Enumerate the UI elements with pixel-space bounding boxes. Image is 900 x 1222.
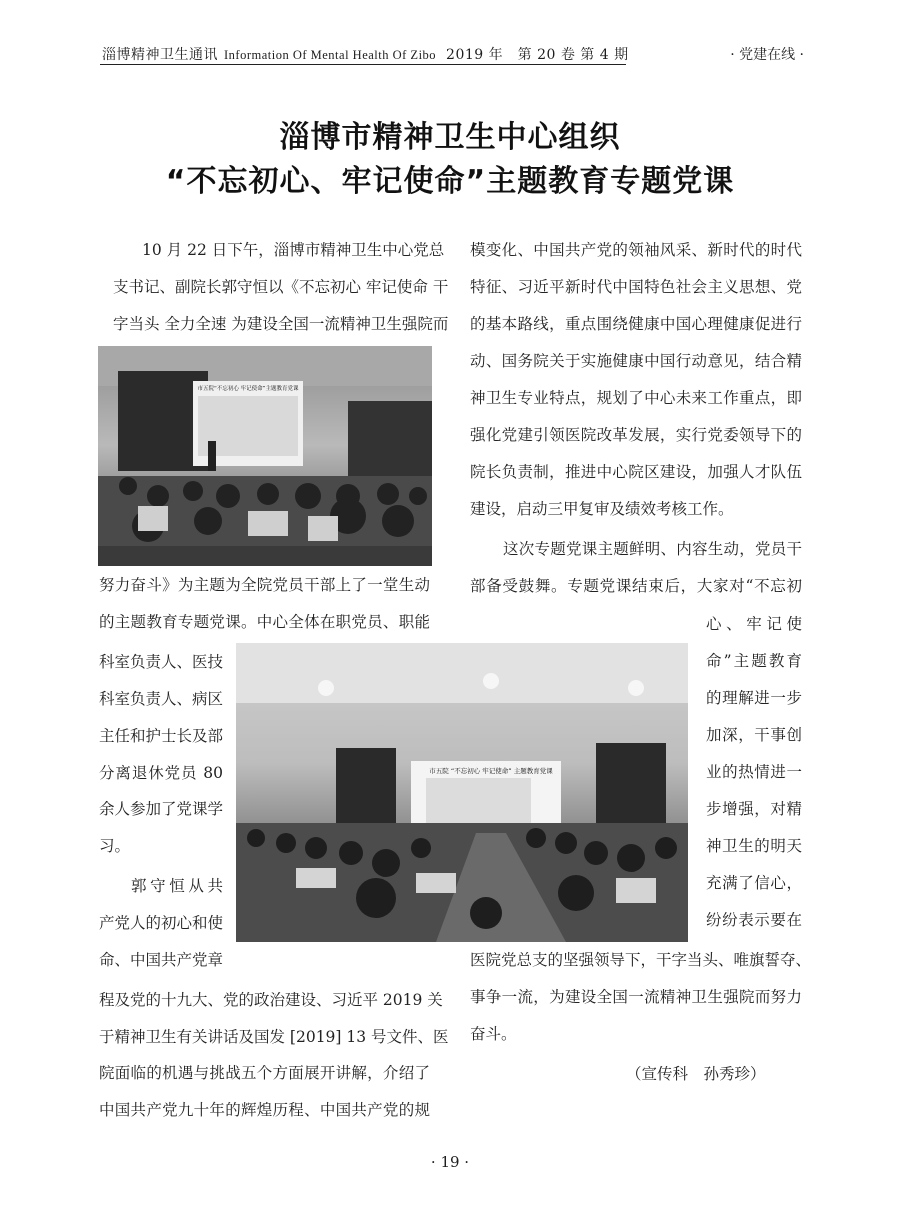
right-paragraph-line: 院长负责制，推进中心院区建设，加强人才队伍	[470, 463, 802, 481]
right-paragraph-line: 动、国务院关于实施健康中国行动意见，结合精	[470, 352, 802, 370]
left-paragraph-line: 支书记、副院长郭守恒以《不忘初心 牢记使命 干	[113, 278, 449, 296]
left-paragraph-line: 10 月 22 日下午，淄博市精神卫生中心党总	[142, 241, 445, 259]
left-paragraph-line: 的主题教育专题党课。中心全体在职党员、职能	[99, 613, 430, 631]
left-paragraph-line: 于精神卫生有关讲话及国发 [2019] 13 号文件、医	[99, 1028, 449, 1046]
right-paragraph-line: 奋斗。	[470, 1025, 517, 1043]
right-paragraph-line: 神卫生的明天	[706, 837, 802, 855]
right-paragraph-line: 业的热情进一	[706, 763, 802, 781]
right-paragraph-line: 步增强，对精	[706, 800, 802, 818]
right-paragraph-line: 命”主题教育	[706, 652, 802, 670]
left-paragraph-line: 习。	[99, 837, 131, 855]
left-paragraph-line: 郭守恒从共	[131, 877, 223, 895]
right-paragraph-line: 加深，干事创	[706, 726, 802, 744]
right-paragraph-line: 强化党建引领医院改革发展，实行党委领导下的	[470, 426, 802, 444]
right-paragraph-line: 纷纷表示要在	[706, 911, 802, 929]
screen-banner-text-2: 市五院 “不忘初心 牢记使命” 主题教育党课	[429, 767, 553, 775]
right-paragraph-line: 特征、习近平新时代中国特色社会主义思想、党	[470, 278, 802, 296]
right-paragraph-line: 的基本路线，重点围绕健康中国心理健康促进行	[470, 315, 802, 333]
right-paragraph-line: 充满了信心，	[706, 874, 802, 892]
right-paragraph-line: 心、牢记使	[706, 615, 802, 633]
lecture-photo-1	[98, 346, 432, 566]
page-number: · 19 ·	[430, 1153, 470, 1171]
left-paragraph-line: 科室负责人、病区	[99, 690, 224, 708]
header-rule	[100, 64, 626, 65]
right-paragraph-line: 建设，启动三甲复审及绩效考核工作。	[470, 500, 734, 518]
article-title-line2: “不忘初心、牢记使命”主题教育专题党课	[165, 164, 735, 199]
journal-name-en: Information Of Mental Health Of Zibo	[224, 48, 437, 62]
screen-banner-text: 市五院“不忘初心 牢记使命”主题教育党课	[197, 386, 299, 392]
left-paragraph-line: 主任和护士长及部	[99, 727, 224, 745]
left-paragraph-line: 分离退休党员 80	[99, 764, 223, 782]
left-paragraph-line: 字当头 全力全速 为建设全国一流精神卫生强院而	[113, 315, 449, 333]
journal-name-cn: 淄博精神卫生通讯	[102, 47, 218, 63]
running-header	[102, 44, 629, 64]
right-paragraph-line: 医院党总支的坚强领导下，干字当头、唯旗誓夺、	[470, 951, 812, 969]
left-paragraph-line: 产党人的初心和使	[99, 914, 224, 932]
issue-info: 2019 年 第 20 卷 第 4 期	[446, 47, 629, 63]
section-label: · 党建在线 ·	[730, 47, 804, 63]
left-paragraph-line: 程及党的十九大、党的政治建设、习近平 2019 关	[99, 991, 443, 1009]
left-paragraph-line: 努力奋斗》为主题为全院党员干部上了一堂生动	[99, 576, 430, 594]
right-paragraph-line: 模变化、中国共产党的领袖风采、新时代的时代	[470, 241, 802, 259]
right-paragraph-line: 的理解进一步	[706, 689, 802, 707]
right-paragraph-line: 部备受鼓舞。专题党课结束后，大家对“不忘初	[470, 577, 802, 595]
right-paragraph-line: 神卫生专业特点，规划了中心未来工作重点，即	[470, 389, 802, 407]
right-paragraph-line: 这次专题党课主题鲜明、内容生动，党员干	[503, 540, 802, 558]
left-paragraph-line: 科室负责人、医技	[99, 653, 224, 671]
left-paragraph-line: 院面临的机遇与挑战五个方面展开讲解，介绍了	[99, 1064, 430, 1082]
right-paragraph-line: 事争一流，为建设全国一流精神卫生强院而努力	[470, 988, 802, 1006]
left-paragraph-line: 余人参加了党课学	[99, 800, 224, 818]
left-paragraph-line: 命、中国共产党章	[99, 951, 224, 969]
article-title-line1: 淄博市精神卫生中心组织	[279, 120, 621, 155]
byline: （宣传科 孙秀珍）	[626, 1065, 766, 1083]
lecture-photo-2	[236, 643, 688, 942]
left-paragraph-line: 中国共产党九十年的辉煌历程、中国共产党的规	[99, 1101, 430, 1119]
